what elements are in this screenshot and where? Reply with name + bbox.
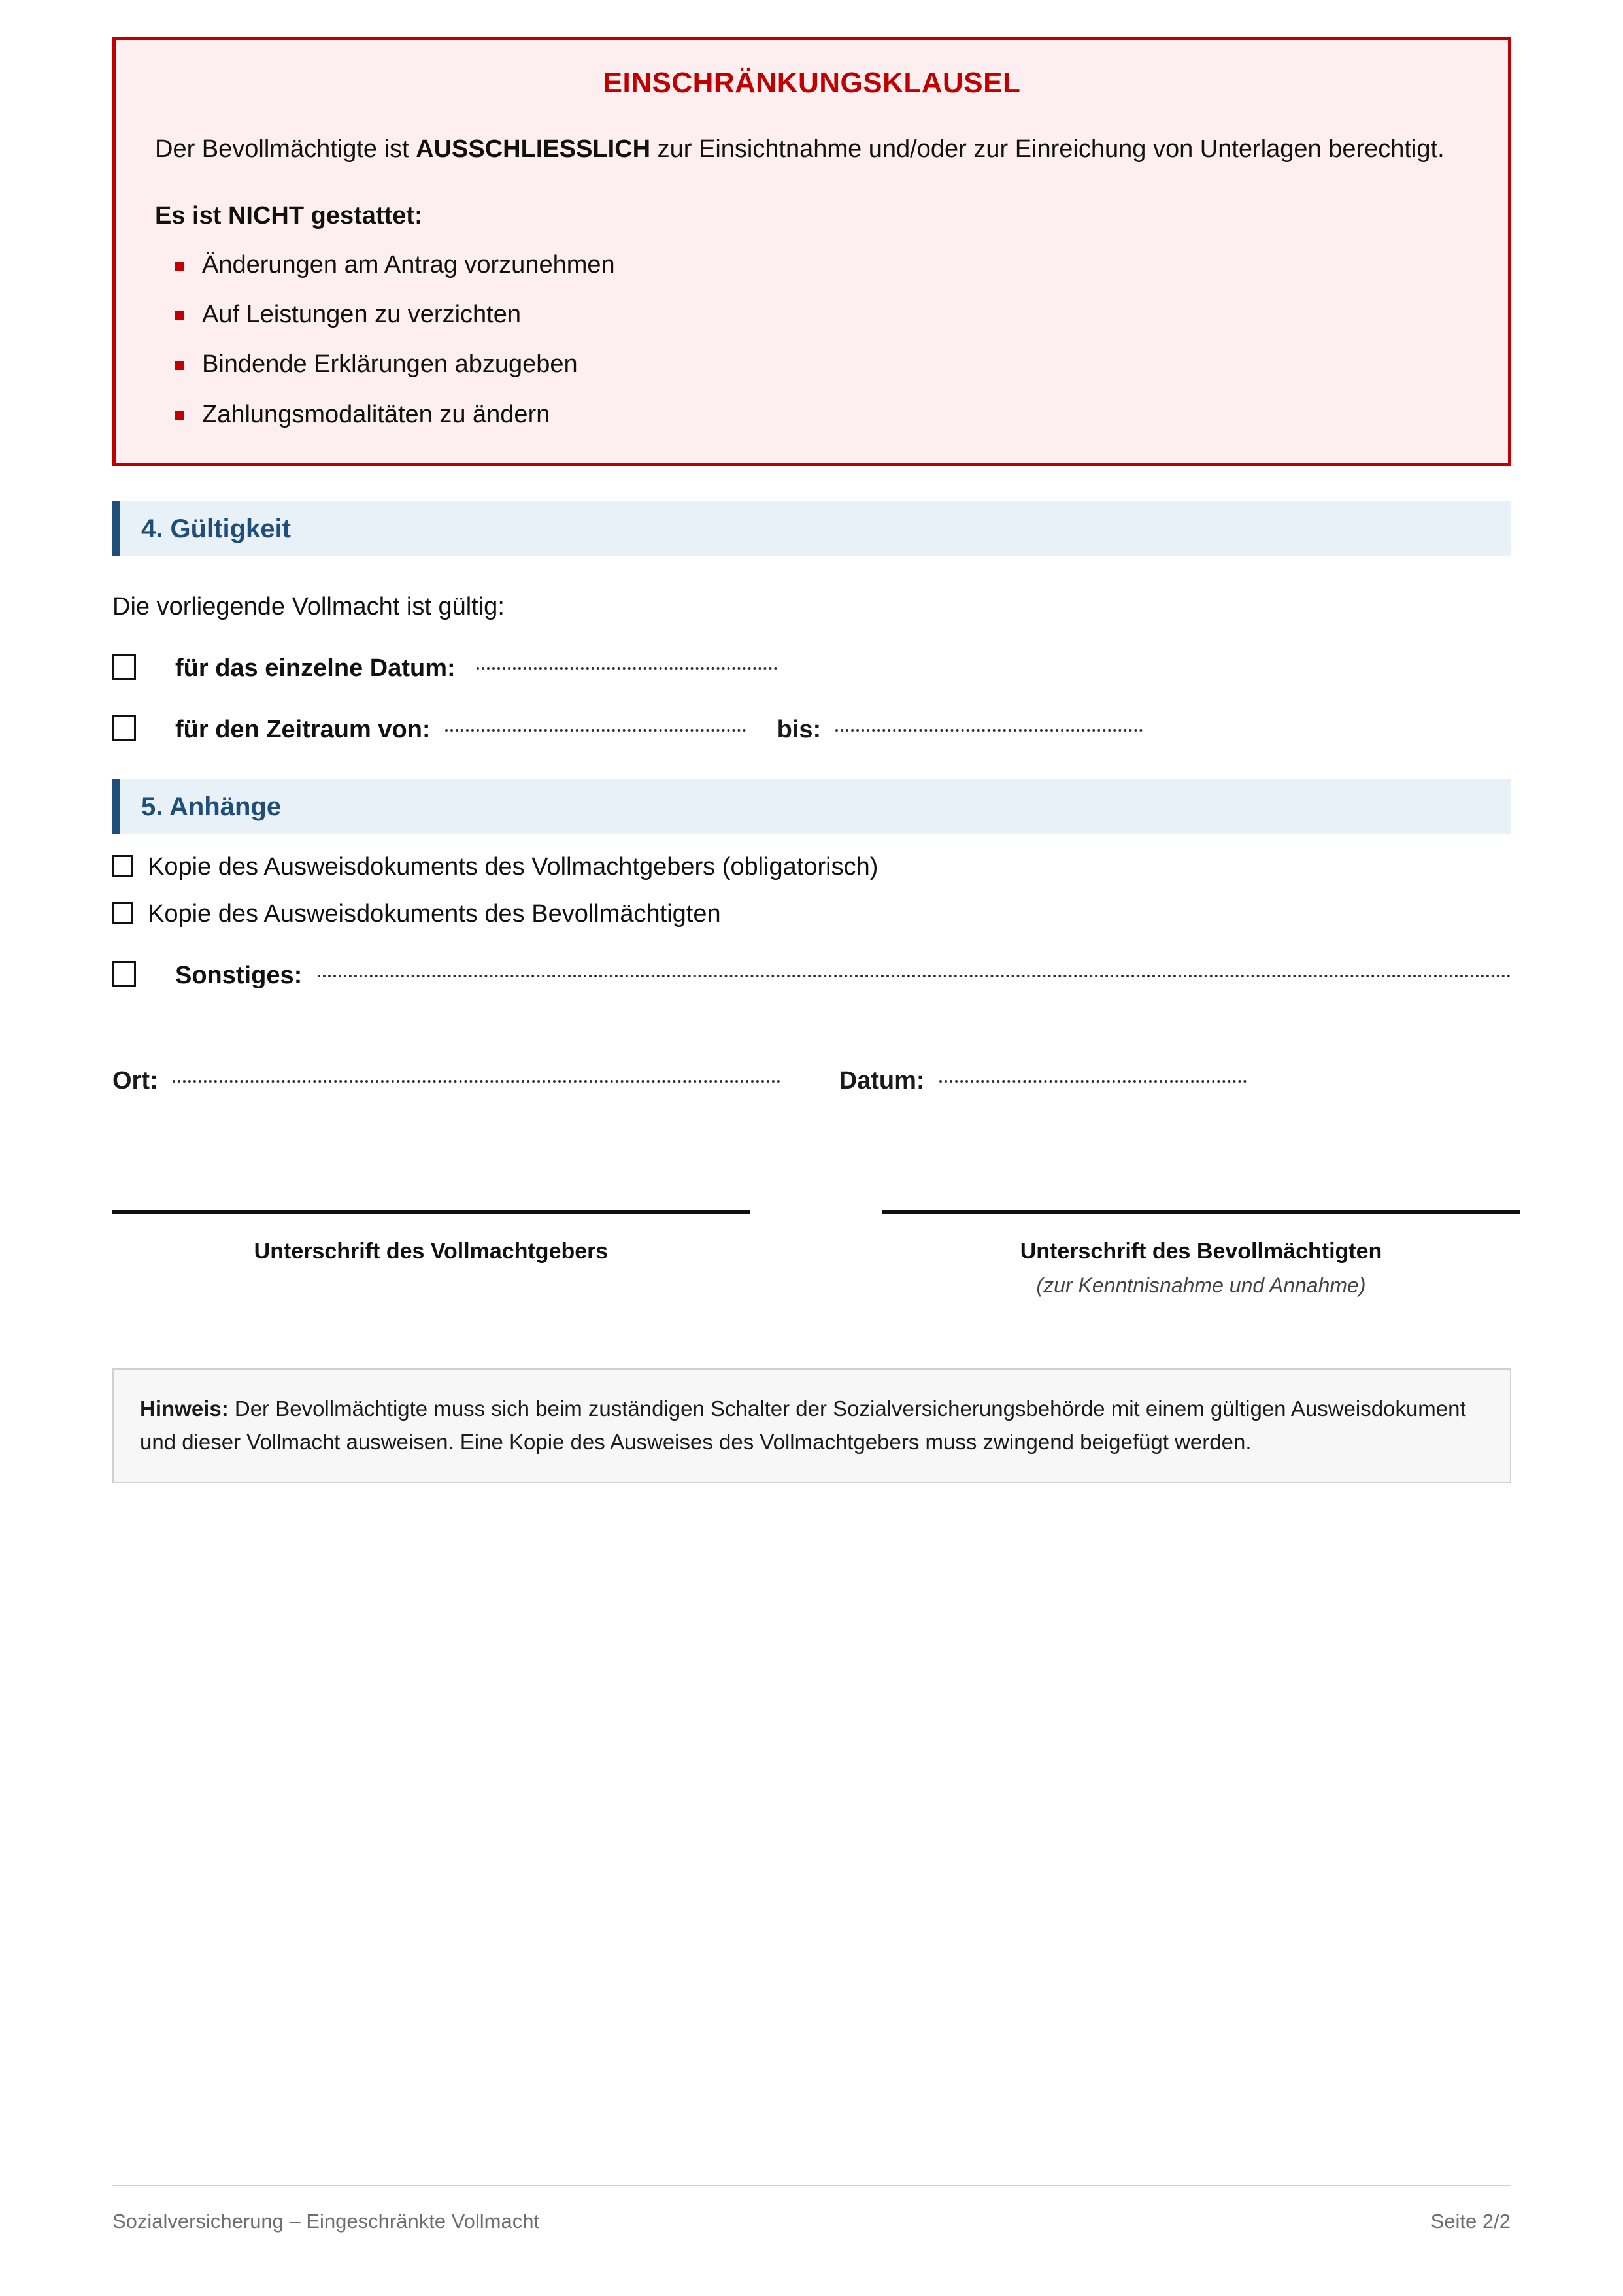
restriction-paragraph-emphasis: AUSSCHLIESSLICH bbox=[416, 135, 651, 163]
validity-lead-text: Die vorliegende Vollmacht ist gültig: bbox=[112, 592, 505, 620]
label-date: Datum: bbox=[839, 1066, 925, 1094]
attachment-row-id-agent[interactable] bbox=[112, 900, 1511, 928]
notice-text bbox=[140, 1392, 1484, 1459]
input-date[interactable] bbox=[939, 1079, 1247, 1083]
section-header-attachments bbox=[112, 779, 1511, 834]
notice-body: Der Bevollmächtigte muss sich beim zuständigen Schalter der Sozialversicherungsbehörde mit einem gültigen Ausweisdokument und dieser Vollmacht ausweisen. Eine Kopie des Ausweises des Vollmachtgebers muss zwingend beigefügt werden. bbox=[140, 1396, 1466, 1455]
prohibition-text: Änderungen am Antrag vorzunehmen bbox=[202, 250, 615, 279]
label-date-range-to: bis: bbox=[777, 715, 822, 743]
date-group bbox=[839, 1067, 1247, 1095]
validity-option-single-date-row[interactable] bbox=[112, 650, 1511, 683]
input-place[interactable] bbox=[173, 1079, 780, 1083]
label-place: Ort: bbox=[112, 1066, 158, 1094]
label-date-range-from: für den Zeitraum von: bbox=[175, 715, 431, 743]
place-date-row bbox=[112, 1067, 1511, 1095]
square-bullet-icon bbox=[175, 361, 184, 370]
attachment-row-other[interactable] bbox=[112, 957, 1511, 990]
signature-row bbox=[112, 1210, 1511, 1298]
signature-block-grantor bbox=[112, 1210, 750, 1298]
signature-subcaption-agent: (zur Kenntnisnahme und Annahme) bbox=[1036, 1273, 1366, 1297]
signature-caption-agent: Unterschrift des Bevollmächtigten bbox=[1020, 1238, 1382, 1264]
notice-box bbox=[112, 1368, 1511, 1483]
list-item bbox=[202, 298, 1469, 331]
footer-document-title: Sozialversicherung – Eingeschränkte Vollmacht bbox=[112, 2210, 540, 2233]
square-bullet-icon bbox=[175, 262, 184, 271]
input-other-attachment[interactable] bbox=[318, 974, 1511, 977]
label-id-copy-grantor: Kopie des Ausweisdokuments des Vollmachtgebers (obligatorisch) bbox=[148, 853, 878, 881]
input-date-range-from[interactable] bbox=[445, 728, 746, 732]
label-other-attachment: Sonstiges: bbox=[175, 961, 303, 989]
page-footer bbox=[112, 2185, 1511, 2233]
page-content bbox=[112, 0, 1511, 1483]
signature-line-agent[interactable] bbox=[882, 1210, 1520, 1214]
footer-page-number: Seite 2/2 bbox=[1430, 2210, 1511, 2233]
notice-label: Hinweis: bbox=[140, 1396, 229, 1421]
input-single-date[interactable] bbox=[477, 667, 777, 670]
restriction-clause-box bbox=[112, 37, 1511, 466]
restriction-prohibitions-list bbox=[155, 248, 1469, 431]
checkbox-id-copy-agent[interactable] bbox=[112, 902, 133, 924]
prohibition-text: Bindende Erklärungen abzugeben bbox=[202, 350, 578, 379]
restriction-clause-paragraph bbox=[155, 131, 1469, 168]
list-item bbox=[202, 398, 1469, 431]
restriction-paragraph-pre: Der Bevollmächtigte ist bbox=[155, 135, 416, 163]
checkbox-id-copy-grantor[interactable] bbox=[112, 855, 133, 877]
prohibition-text: Auf Leistungen zu verzichten bbox=[202, 301, 521, 329]
prohibition-text: Zahlungsmodalitäten zu ändern bbox=[202, 400, 550, 428]
list-item bbox=[202, 348, 1469, 381]
checkbox-other-attachment[interactable] bbox=[112, 961, 136, 987]
checkbox-date-range[interactable] bbox=[112, 715, 136, 741]
section-title-attachments: 5. Anhänge bbox=[141, 792, 282, 821]
label-single-date: für das einzelne Datum: bbox=[175, 654, 456, 682]
section-header-validity bbox=[112, 501, 1511, 556]
restriction-clause-title: EINSCHRÄNKUNGSKLAUSEL bbox=[603, 67, 1021, 99]
checkbox-single-date[interactable] bbox=[112, 654, 136, 680]
signature-line-grantor[interactable] bbox=[112, 1210, 750, 1214]
signature-caption-grantor: Unterschrift des Vollmachtgebers bbox=[254, 1238, 609, 1264]
restriction-paragraph-post: zur Einsichtnahme und/oder zur Einreichung von Unterlagen berechtigt. bbox=[650, 135, 1445, 163]
input-date-range-to[interactable] bbox=[835, 728, 1143, 732]
square-bullet-icon bbox=[175, 411, 184, 420]
validity-option-range-row[interactable] bbox=[112, 711, 1511, 744]
label-id-copy-agent: Kopie des Ausweisdokuments des Bevollmächtigten bbox=[148, 900, 721, 928]
attachment-row-id-grantor[interactable] bbox=[112, 853, 1511, 881]
square-bullet-icon bbox=[175, 311, 184, 320]
signature-block-agent bbox=[882, 1210, 1520, 1298]
section-title-validity: 4. Gültigkeit bbox=[141, 514, 291, 543]
not-allowed-heading: Es ist NICHT gestattet: bbox=[155, 201, 423, 229]
list-item bbox=[202, 248, 1469, 282]
